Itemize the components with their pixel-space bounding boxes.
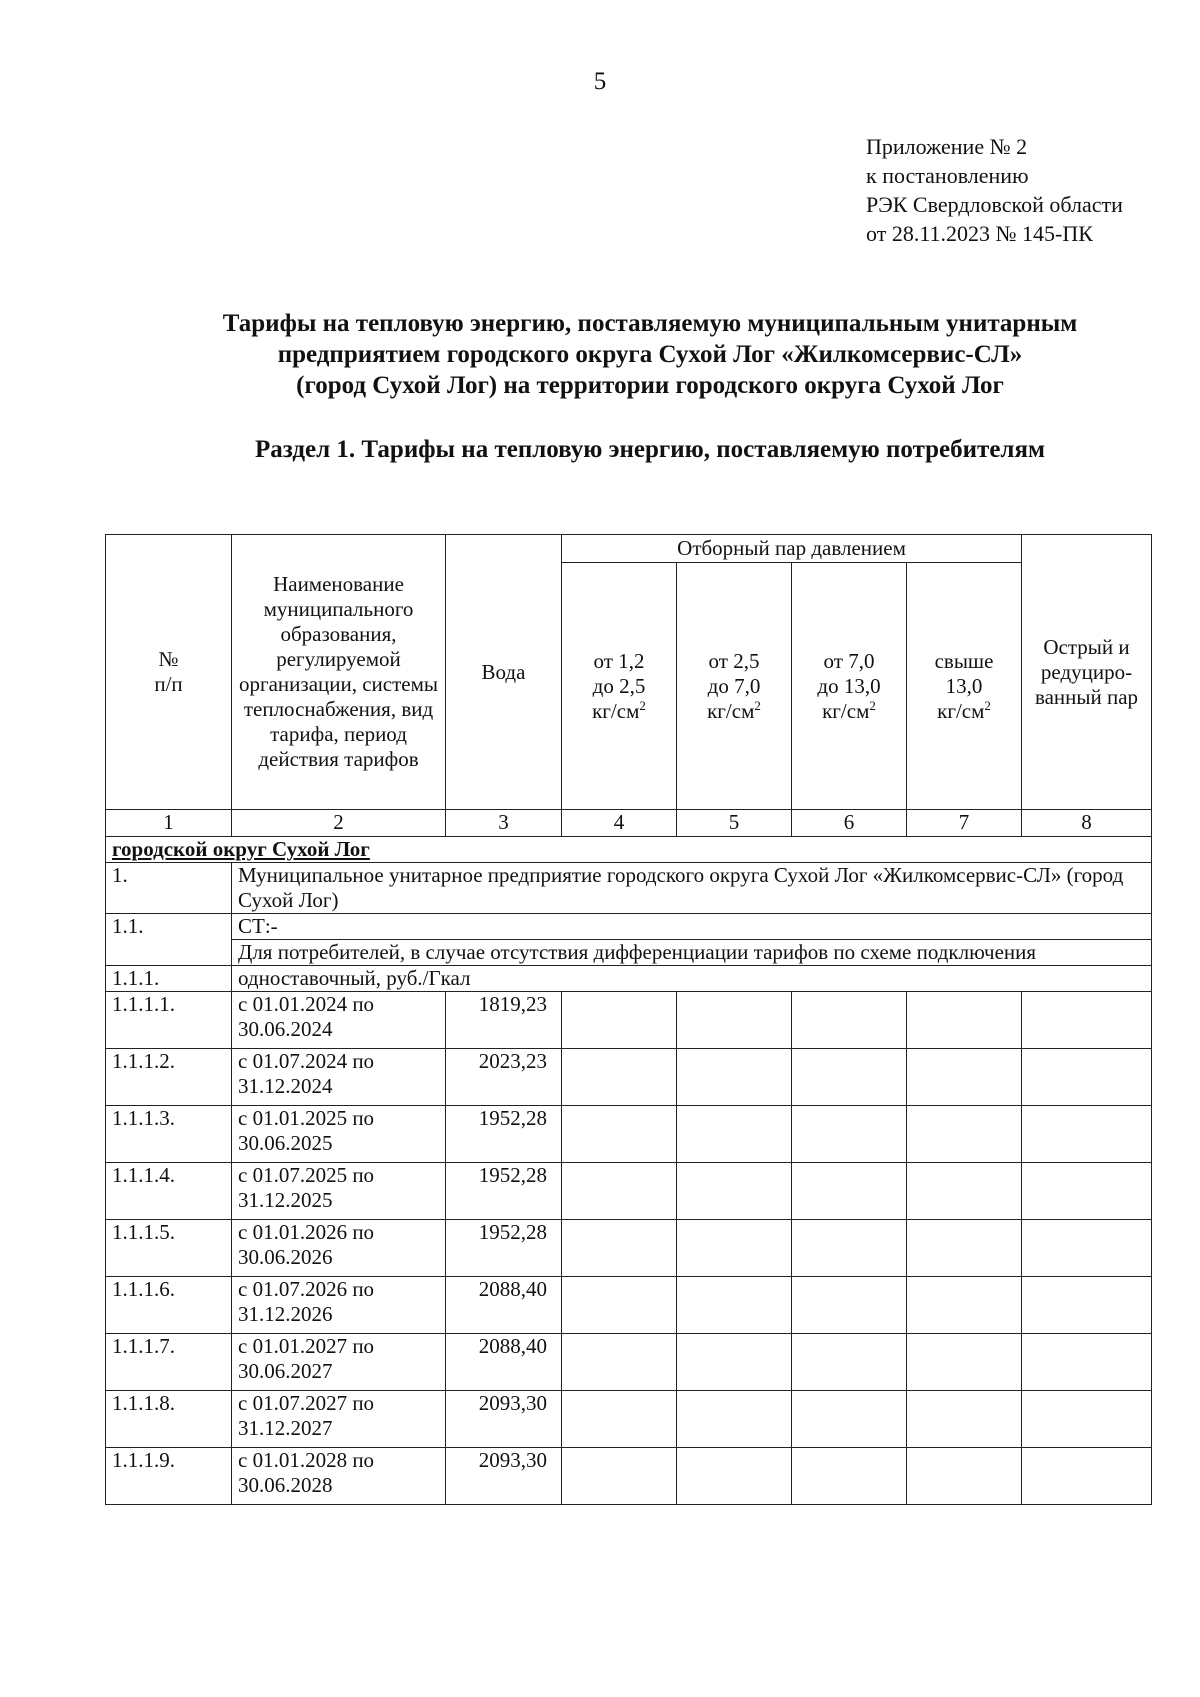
pressure-2-tariff bbox=[677, 1391, 792, 1448]
column-number: 5 bbox=[677, 810, 792, 837]
pressure-2-tariff bbox=[677, 1163, 792, 1220]
appendix-line: к постановлению bbox=[866, 163, 1029, 188]
pressure-4-tariff bbox=[907, 1334, 1022, 1391]
pressure-1-tariff bbox=[562, 1049, 677, 1106]
water-tariff: 2023,23 bbox=[446, 1049, 562, 1106]
water-tariff: 1952,28 bbox=[446, 1106, 562, 1163]
table-row bbox=[106, 1163, 1152, 1220]
appendix-line: РЭК Свердловской области bbox=[866, 192, 1123, 217]
pressure-2-tariff bbox=[677, 1334, 792, 1391]
table-row bbox=[106, 1334, 1152, 1391]
water-tariff: 2088,40 bbox=[446, 1334, 562, 1391]
header-water: Вода bbox=[446, 535, 562, 810]
pressure-3-tariff bbox=[792, 1049, 907, 1106]
pressure-4-tariff bbox=[907, 1448, 1022, 1505]
sharp-steam-tariff bbox=[1022, 1220, 1152, 1277]
page-number: 5 bbox=[593, 68, 607, 95]
pressure-4-tariff bbox=[907, 1106, 1022, 1163]
sharp-steam-tariff bbox=[1022, 1049, 1152, 1106]
pressure-3-tariff bbox=[792, 1334, 907, 1391]
period: с 01.01.2027 по 30.06.2027 bbox=[232, 1334, 446, 1391]
pressure-2-tariff bbox=[677, 1049, 792, 1106]
header-pressure-2: от 2,5 до 7,0 $кг/см^2$ bbox=[677, 563, 792, 810]
row-number: 1.1.1.4. bbox=[106, 1163, 232, 1220]
row-number: 1.1.1.5. bbox=[106, 1220, 232, 1277]
section-title: Раздел 1. Тарифы на тепловую энергию, поставляемую потребителям bbox=[254, 436, 1046, 463]
pressure-2-tariff bbox=[677, 1448, 792, 1505]
table-row bbox=[106, 992, 1152, 1049]
system-row bbox=[106, 914, 1152, 940]
water-tariff: 1952,28 bbox=[446, 1163, 562, 1220]
row-number: 1.1. bbox=[106, 914, 232, 966]
header-num: № п/п bbox=[106, 535, 232, 810]
header-steam-group: Отборный пар давлением bbox=[562, 535, 1022, 563]
column-number: 4 bbox=[562, 810, 677, 837]
pressure-1-tariff bbox=[562, 1448, 677, 1505]
sharp-steam-tariff bbox=[1022, 1277, 1152, 1334]
column-number: 1 bbox=[106, 810, 232, 837]
pressure-4-tariff bbox=[907, 1391, 1022, 1448]
sharp-steam-tariff bbox=[1022, 1106, 1152, 1163]
row-number: 1.1.1.2. bbox=[106, 1049, 232, 1106]
row-number: 1. bbox=[106, 863, 232, 914]
pressure-4-tariff bbox=[907, 1277, 1022, 1334]
column-number: 3 bbox=[446, 810, 562, 837]
header-sharp-steam: Острый и редуциро-ванный пар bbox=[1022, 535, 1152, 810]
column-number: 8 bbox=[1022, 810, 1152, 837]
header-pressure-4: свыше 13,0 $кг/см^2$ bbox=[907, 563, 1022, 810]
pressure-2-tariff bbox=[677, 992, 792, 1049]
region-row bbox=[106, 837, 1152, 863]
pressure-4-tariff bbox=[907, 1220, 1022, 1277]
period: с 01.01.2024 по 30.06.2024 bbox=[232, 992, 446, 1049]
tariff-rows bbox=[106, 992, 1152, 1505]
table-row bbox=[106, 1049, 1152, 1106]
sharp-steam-tariff bbox=[1022, 1448, 1152, 1505]
water-tariff: 2093,30 bbox=[446, 1448, 562, 1505]
period: с 01.01.2026 по 30.06.2026 bbox=[232, 1220, 446, 1277]
period: с 01.07.2027 по 31.12.2027 bbox=[232, 1391, 446, 1448]
pressure-4-tariff bbox=[907, 1163, 1022, 1220]
period: с 01.01.2025 по 30.06.2025 bbox=[232, 1106, 446, 1163]
title-line: Тарифы на тепловую энергию, поставляемую муниципальным унитарным bbox=[222, 310, 1078, 337]
pressure-3-tariff bbox=[792, 1448, 907, 1505]
table-row bbox=[106, 1220, 1152, 1277]
title-line: (город Сухой Лог) на территории городского округа Сухой Лог bbox=[296, 372, 1004, 399]
region-name: городской округ Сухой Лог bbox=[106, 837, 1152, 863]
row-number: 1.1.1.7. bbox=[106, 1334, 232, 1391]
row-number: 1.1.1.8. bbox=[106, 1391, 232, 1448]
appendix-line: от 28.11.2023 № 145-ПК bbox=[866, 221, 1093, 246]
water-tariff: 1819,23 bbox=[446, 992, 562, 1049]
column-numbers-row bbox=[106, 810, 1152, 837]
tariff-type-row bbox=[106, 966, 1152, 992]
row-number: 1.1.1.6. bbox=[106, 1277, 232, 1334]
row-number: 1.1.1.1. bbox=[106, 992, 232, 1049]
title-line: предприятием городского округа Сухой Лог «Жилкомсервис-СЛ» bbox=[277, 341, 1023, 368]
organization-name: Муниципальное унитарное предприятие городского округа Сухой Лог «Жилкомсервис-СЛ» (город Сухой Лог) bbox=[232, 863, 1152, 914]
organization-row bbox=[106, 863, 1152, 914]
sharp-steam-tariff bbox=[1022, 1391, 1152, 1448]
pressure-2-tariff bbox=[677, 1106, 792, 1163]
header-pressure-1: от 1,2 до 2,5 $кг/см^2$ bbox=[562, 563, 677, 810]
pressure-3-tariff bbox=[792, 1391, 907, 1448]
pressure-1-tariff bbox=[562, 1163, 677, 1220]
row-number: 1.1.1. bbox=[106, 966, 232, 992]
row-number: 1.1.1.9. bbox=[106, 1448, 232, 1505]
pressure-1-tariff bbox=[562, 992, 677, 1049]
appendix-block bbox=[866, 132, 1123, 248]
sharp-steam-tariff bbox=[1022, 992, 1152, 1049]
pressure-3-tariff bbox=[792, 1220, 907, 1277]
pressure-1-tariff bbox=[562, 1391, 677, 1448]
period: с 01.07.2025 по 31.12.2025 bbox=[232, 1163, 446, 1220]
tariff-type: одноставочный, руб./Гкал bbox=[232, 966, 1152, 992]
table-header-row bbox=[106, 535, 1152, 563]
period: с 01.01.2028 по 30.06.2028 bbox=[232, 1448, 446, 1505]
pressure-1-tariff bbox=[562, 1334, 677, 1391]
water-tariff: 2093,30 bbox=[446, 1391, 562, 1448]
pressure-2-tariff bbox=[677, 1277, 792, 1334]
pressure-3-tariff bbox=[792, 992, 907, 1049]
column-number: 7 bbox=[907, 810, 1022, 837]
tariffs-table bbox=[105, 534, 1152, 1505]
pressure-3-tariff bbox=[792, 1277, 907, 1334]
table-row bbox=[106, 1277, 1152, 1334]
pressure-4-tariff bbox=[907, 992, 1022, 1049]
header-pressure-3: от 7,0 до 13,0 $кг/см^2$ bbox=[792, 563, 907, 810]
pressure-1-tariff bbox=[562, 1277, 677, 1334]
water-tariff: 1952,28 bbox=[446, 1220, 562, 1277]
water-tariff: 2088,40 bbox=[446, 1277, 562, 1334]
pressure-2-tariff bbox=[677, 1220, 792, 1277]
appendix-line: Приложение № 2 bbox=[866, 134, 1028, 159]
pressure-3-tariff bbox=[792, 1106, 907, 1163]
table-row bbox=[106, 1448, 1152, 1505]
pressure-3-tariff bbox=[792, 1163, 907, 1220]
consumers-note-row bbox=[106, 940, 1152, 966]
pressure-1-tariff bbox=[562, 1220, 677, 1277]
sharp-steam-tariff bbox=[1022, 1163, 1152, 1220]
pressure-4-tariff bbox=[907, 1049, 1022, 1106]
header-name: Наименование муниципального образования, регулируемой организации, системы теплоснабжения, вид тарифа, период действия тарифов bbox=[232, 535, 446, 810]
system-label: СТ:- bbox=[232, 914, 1152, 940]
sharp-steam-tariff bbox=[1022, 1334, 1152, 1391]
column-number: 2 bbox=[232, 810, 446, 837]
pressure-1-tariff bbox=[562, 1106, 677, 1163]
table-row bbox=[106, 1391, 1152, 1448]
row-number: 1.1.1.3. bbox=[106, 1106, 232, 1163]
table-row bbox=[106, 1106, 1152, 1163]
period: с 01.07.2024 по 31.12.2024 bbox=[232, 1049, 446, 1106]
document-title bbox=[100, 308, 1200, 401]
consumers-note: Для потребителей, в случае отсутствия дифференциации тарифов по схеме подключения bbox=[232, 940, 1152, 966]
period: с 01.07.2026 по 31.12.2026 bbox=[232, 1277, 446, 1334]
column-number: 6 bbox=[792, 810, 907, 837]
